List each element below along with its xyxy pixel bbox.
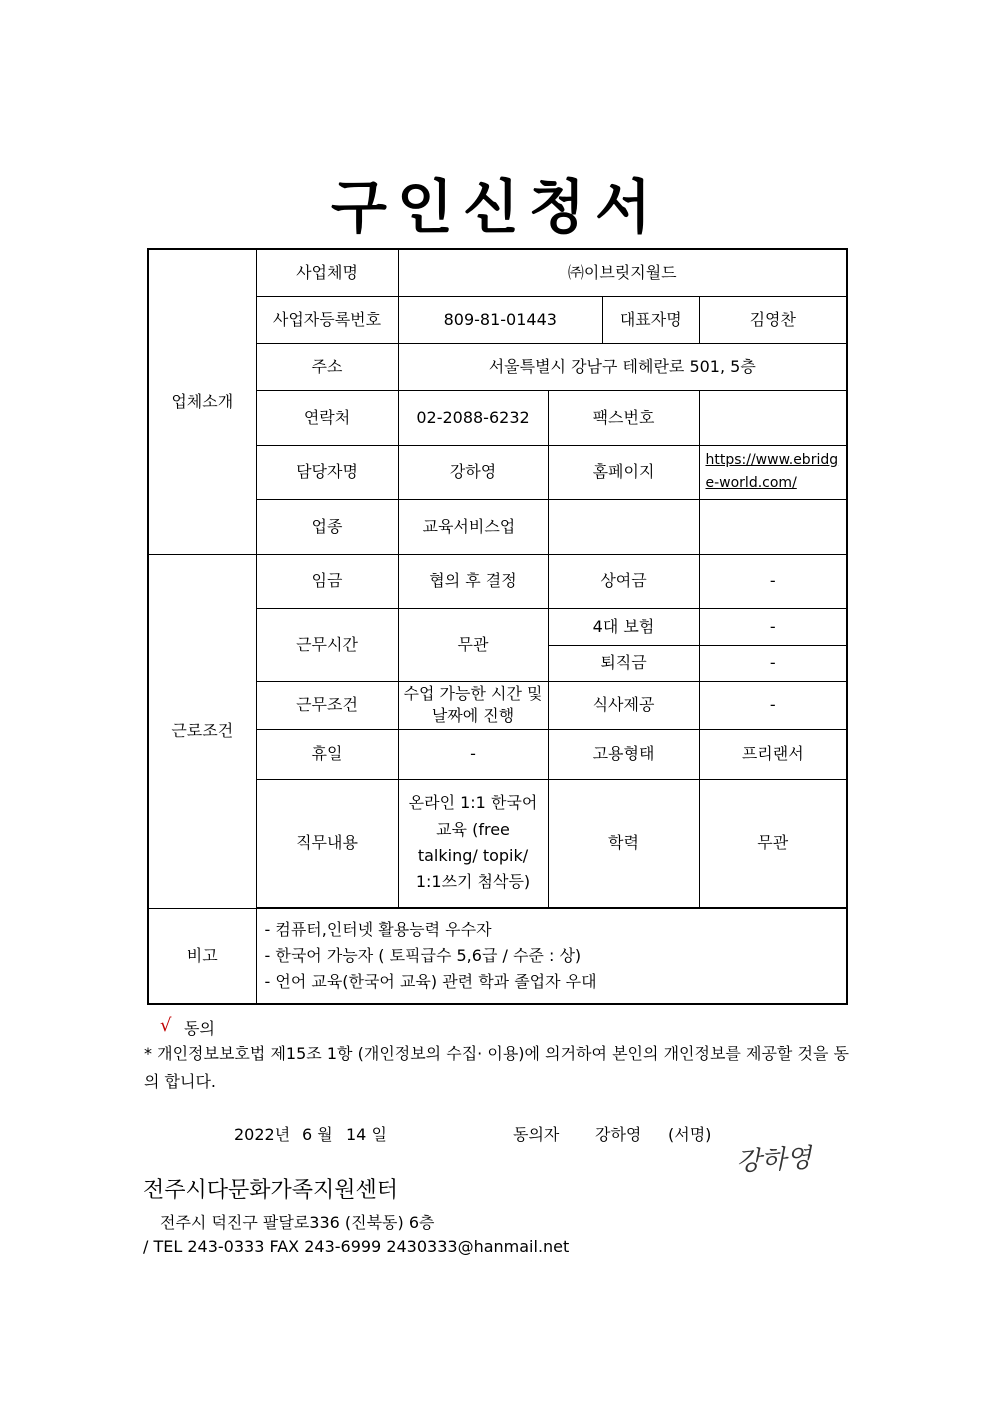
employment-label: 고용형태 (548, 729, 699, 779)
consenter-name: 강하영 (595, 1125, 642, 1144)
manager-label: 담당자명 (256, 445, 398, 499)
wage-label: 임금 (256, 554, 398, 608)
remark-line: - 컴퓨터,인터넷 활용능력 우수자 (264, 919, 492, 939)
duty-label: 직무내용 (256, 779, 398, 907)
bonus-label: 상여금 (548, 554, 699, 608)
remarks-cell (256, 908, 847, 1004)
center-contact: / TEL 243-0333 FAX 243-6999 2430333@hanmail.net (143, 1237, 570, 1256)
fax-label: 팩스번호 (548, 390, 699, 445)
empty-cell (699, 499, 847, 554)
meal-value: - (699, 681, 847, 729)
holiday-value: - (398, 729, 548, 779)
sign-label: (서명) (668, 1125, 712, 1144)
remarks-label: 비고 (148, 908, 256, 1004)
manager-value: 강하영 (398, 445, 548, 499)
date-month: 6 월 (302, 1125, 333, 1144)
education-label: 학력 (548, 779, 699, 907)
consenter-label: 동의자 (513, 1125, 560, 1144)
insurance-value: - (699, 608, 847, 645)
signature-text: 강하영 (735, 1143, 813, 1178)
date-year: 2022년 (234, 1125, 291, 1144)
hours-label: 근무시간 (256, 608, 398, 681)
ceo-label: 대표자명 (619, 309, 682, 329)
duty-value: 온라인 1:1 한국어 교육 (free talking/ topik/ 1:1쓰기 첨삭등) (398, 779, 548, 907)
reg-ceo-cell (398, 296, 699, 343)
employment-value: 프리랜서 (699, 729, 847, 779)
fax-value (699, 390, 847, 445)
holiday-label: 휴일 (256, 729, 398, 779)
address-value: 서울특별시 강남구 테헤란로 501, 5층 (398, 343, 847, 390)
document-title: 구인신청서 (330, 173, 662, 241)
company-name-value: ㈜이브릿지월드 (398, 249, 847, 296)
conditions-label: 근무조건 (256, 681, 398, 729)
consent-statement: * 개인정보보호법 제15조 1항 (개인정보의 수집· 이용)에 의거하여 본인의 개인정보를 제공할 것을 동의 합니다. (144, 1044, 849, 1091)
consent-label: 동의 (184, 1019, 215, 1038)
industry-value: 교육서비스업 (398, 499, 548, 554)
remark-line: - 언어 교육(한국어 교육) 관련 학과 졸업자 우대 (264, 971, 597, 991)
industry-label: 업종 (256, 499, 398, 554)
center-address: 전주시 덕진구 팔달로336 (진북동) 6층 (160, 1213, 435, 1232)
reg-number-value: 809-81-01443 (399, 297, 603, 343)
section-work-label: 근로조건 (148, 554, 256, 908)
homepage-label: 홈페이지 (548, 445, 699, 499)
reg-number-label: 사업자등록번호 (256, 296, 398, 343)
homepage-link[interactable]: https://www.ebridge-world.com/ (705, 451, 839, 491)
severance-label: 퇴직금 (548, 645, 699, 681)
phone-value: 02-2088-6232 (398, 390, 548, 445)
meal-label: 식사제공 (548, 681, 699, 729)
company-name-label: 사업체명 (256, 249, 398, 296)
phone-label: 연락처 (256, 390, 398, 445)
remark-line: - 한국어 가능자 ( 토픽급수 5,6급 / 수준 : 상) (264, 945, 582, 965)
date-day: 14 일 (346, 1125, 387, 1144)
check-icon: √ (160, 1015, 172, 1036)
reg-ceo-subtable (399, 297, 699, 343)
empty-cell (548, 499, 699, 554)
handwritten-signature (732, 1138, 832, 1178)
hours-value: 무관 (398, 608, 548, 681)
section-company-label: 업체소개 (148, 249, 256, 554)
conditions-value: 수업 가능한 시간 및 날짜에 진행 (398, 681, 548, 729)
address-label: 주소 (256, 343, 398, 390)
wage-value: 협의 후 결정 (398, 554, 548, 608)
bonus-value: - (699, 554, 847, 608)
center-name: 전주시다문화가족지원센터 (143, 1178, 399, 1203)
ceo-value: 김영찬 (699, 296, 847, 343)
education-value: 무관 (699, 779, 847, 907)
severance-value: - (699, 645, 847, 681)
application-table (147, 248, 848, 1005)
insurance-label: 4대 보험 (548, 608, 699, 645)
